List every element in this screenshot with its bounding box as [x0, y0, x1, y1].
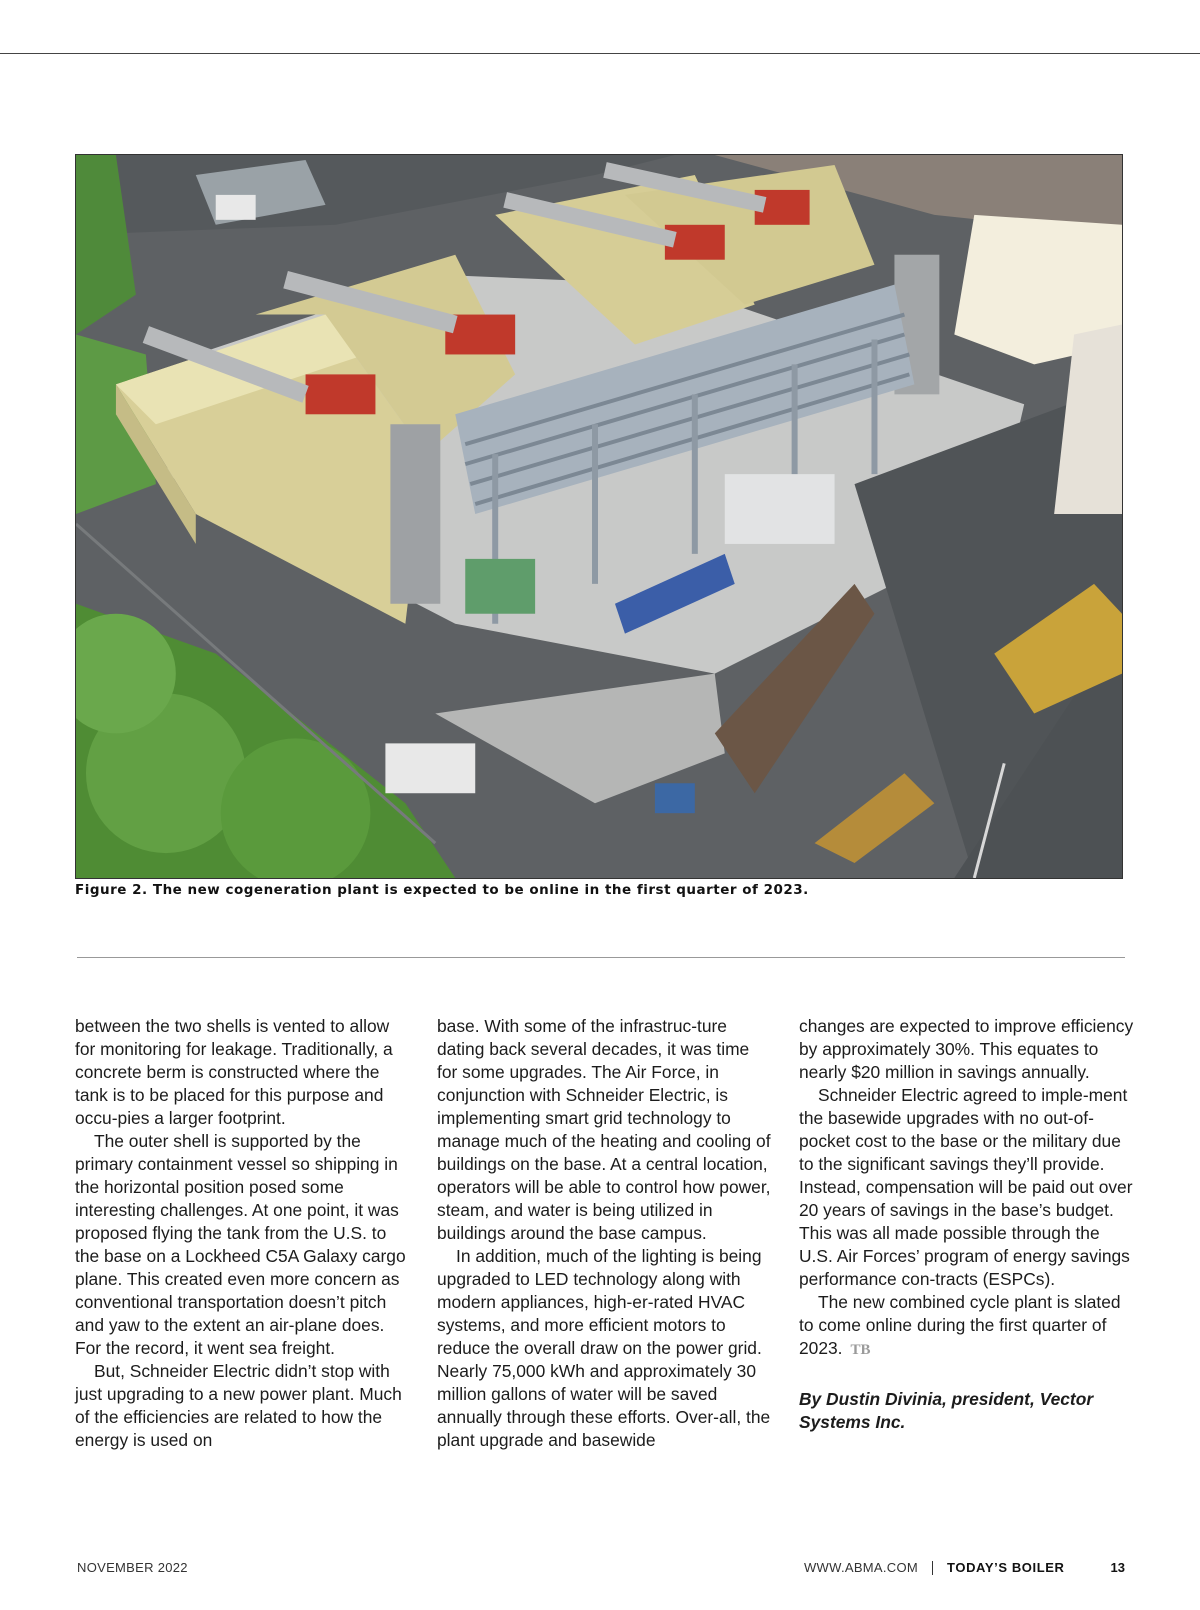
- paragraph: In addition, much of the lighting is being upgraded to LED technology along with modern appliances, high-er-rated HVAC systems, and more efficient motors to reduce the overall draw on the power grid. Nearly 75,000 kWh and approximately 30 million gallons of water will be saved annually through these efforts. Over-all, the plant upgrade and basewide: [437, 1246, 771, 1450]
- article-column-2: [437, 1015, 772, 1452]
- top-rule: [0, 53, 1200, 54]
- paragraph: But, Schneider Electric didn’t stop with just upgrading to a new power plant. Much of the efficiencies are related to how the energy is used on: [75, 1361, 402, 1450]
- page-number: 13: [1110, 1560, 1125, 1575]
- footer-separator: [932, 1561, 933, 1575]
- end-mark: TB: [850, 1342, 871, 1358]
- article-column-1: [75, 1015, 410, 1452]
- website-url: WWW.ABMA.COM: [803, 1560, 919, 1575]
- paragraph: changes are expected to improve efficiency by approximately 30%. This equates to nearly $20 million in savings annually.: [799, 1016, 1134, 1082]
- magazine-name: TODAY’S BOILER: [947, 1560, 1065, 1575]
- paragraph: between the two shells is vented to allow for monitoring for leakage. Traditionally, a concrete berm is constructed where the tank is to be placed for this purpose and occu-pies a larger footprint.: [75, 1016, 393, 1128]
- figure-caption: Figure 2. The new cogeneration plant is expected to be online in the first quarter of 2023.: [75, 882, 809, 898]
- paragraph-final: [799, 1291, 1134, 1362]
- issue-date: NOVEMBER 2022: [77, 1560, 188, 1575]
- page-footer: [77, 1560, 1125, 1580]
- cogeneration-plant-photo: [76, 155, 1122, 878]
- paragraph: Schneider Electric agreed to imple-ment the basewide upgrades with no out-of-pocket cost to the base or the military due to the significant savings they’ll provide. Instead, compensation will be paid out over 20 years of savings in the base’s budget. This was all made possible through the U.S. Air Forces’ program of energy savings performance con-tracts (ESPCs).: [799, 1085, 1133, 1289]
- figure-photo: [75, 154, 1123, 879]
- paragraph: The outer shell is supported by the primary containment vessel so shipping in the horizontal position posed some interesting challenges. At one point, it was proposed flying the tank from the U.S. to the base on a Lockheed C5A Galaxy cargo plane. This created even more concern as conventional transportation doesn’t pitch and yaw to the extent an air-plane does. For the record, it went sea freight.: [75, 1131, 406, 1358]
- author-byline: By Dustin Divinia, president, Vector Systems Inc.: [799, 1389, 1094, 1432]
- article-column-3: [799, 1015, 1134, 1434]
- paragraph: base. With some of the infrastruc-ture dating back several decades, it was time for some upgrades. The Air Force, in conjunction with Schneider Electric, is implementing smart grid technology to manage much of the heating and cooling of buildings on the base. At a central location, operators will be able to control how power, steam, and water is being utilized in buildings around the base campus.: [437, 1016, 771, 1243]
- section-divider: [77, 957, 1125, 958]
- footer-right: [804, 1560, 1125, 1575]
- paragraph-text: The new combined cycle plant is slated to come online during the first quarter of 2023.: [799, 1292, 1121, 1358]
